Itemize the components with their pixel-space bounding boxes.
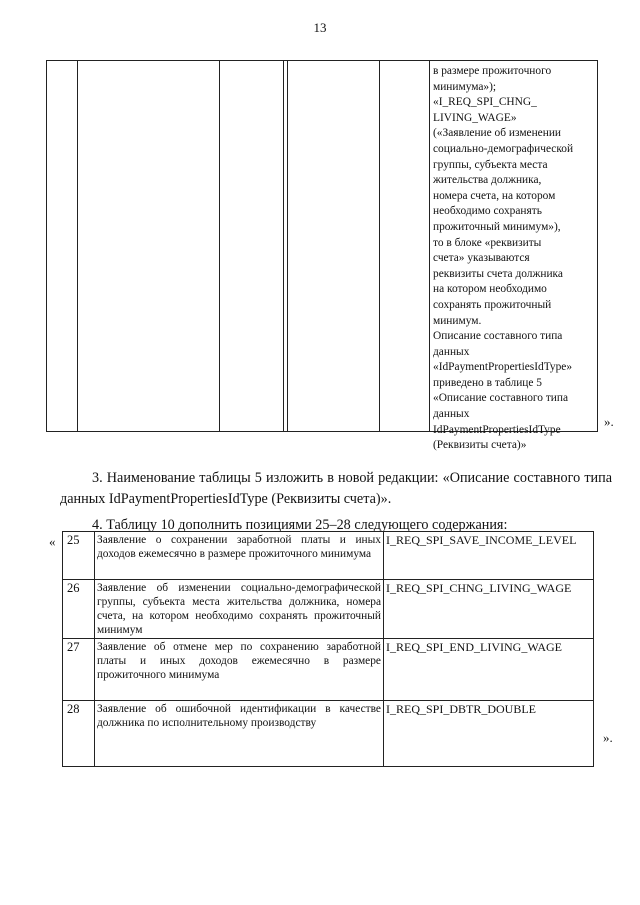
column-divider [287,61,288,431]
row-number: 28 [63,701,95,767]
row-description: Заявление о сохранении заработной платы и иных доходов ежемесячно в размере прожиточного минимума [95,532,384,580]
row-description: Заявление об отмене мер по сохранению заработной платы и иных доходов ежемесячно в размере прожиточного минимума [95,639,384,701]
row-code: I_REQ_SPI_CHNG_LIVING_WAGE [384,580,594,639]
row-description: Заявление об изменении социально-демографической группы, субъекта места жительства должника, номера счета, на котором необходимо сохранять прожиточный минимум [95,580,384,639]
paragraph-4: 4. Таблицу 10 дополнить позициями 25–28 следующего содержания: [92,517,508,533]
row-number: 26 [63,580,95,639]
continuation-cell-text: в размере прожиточного минимума»); «I_REQ_SPI_CHNG_ LIVING_WAGE» («Заявление об изменении социально-демографической группы, субъекта места жительства должника, номера счета, на котором необходимо сохранять прожиточный минимум»), то в блоке «реквизиты счета» указываются реквизиты счета должника на котором необходимо сохранять прожиточный минимум. Описание составного типа данных «IdPaymentPropertiesIdType» приведено в таблице 5 «Описание составного типа данных IdPaymentPropertiesIdType (Реквизиты счета)» [433,65,574,452]
row-code: I_REQ_SPI_DBTR_DOUBLE [384,701,594,767]
closing-quote: ». [603,730,613,745]
column-divider [283,61,284,431]
column-divider [219,61,220,431]
row-code: I_REQ_SPI_SAVE_INCOME_LEVEL [384,532,594,580]
table-row [63,639,594,701]
table-row [63,532,594,580]
row-number: 27 [63,639,95,701]
closing-quote: ». [604,414,614,429]
page-number: 13 [313,20,327,35]
row-number: 25 [63,532,95,580]
column-divider [429,61,430,431]
opening-quote: « [49,534,56,549]
table-row [63,701,594,767]
table-row [63,580,594,639]
row-description: Заявление об ошибочной идентификации в качестве должника по исполнительному производству [95,701,384,767]
row-code: I_REQ_SPI_END_LIVING_WAGE [384,639,594,701]
paragraph-3: 3. Наименование таблицы 5 изложить в новой редакции: «Описание составного типа данных IdPaymentPropertiesIdType (Реквизиты счета)». [60,470,612,507]
column-divider [379,61,380,431]
column-divider [77,61,78,431]
codes-table [62,531,594,767]
continuation-table [46,60,598,452]
